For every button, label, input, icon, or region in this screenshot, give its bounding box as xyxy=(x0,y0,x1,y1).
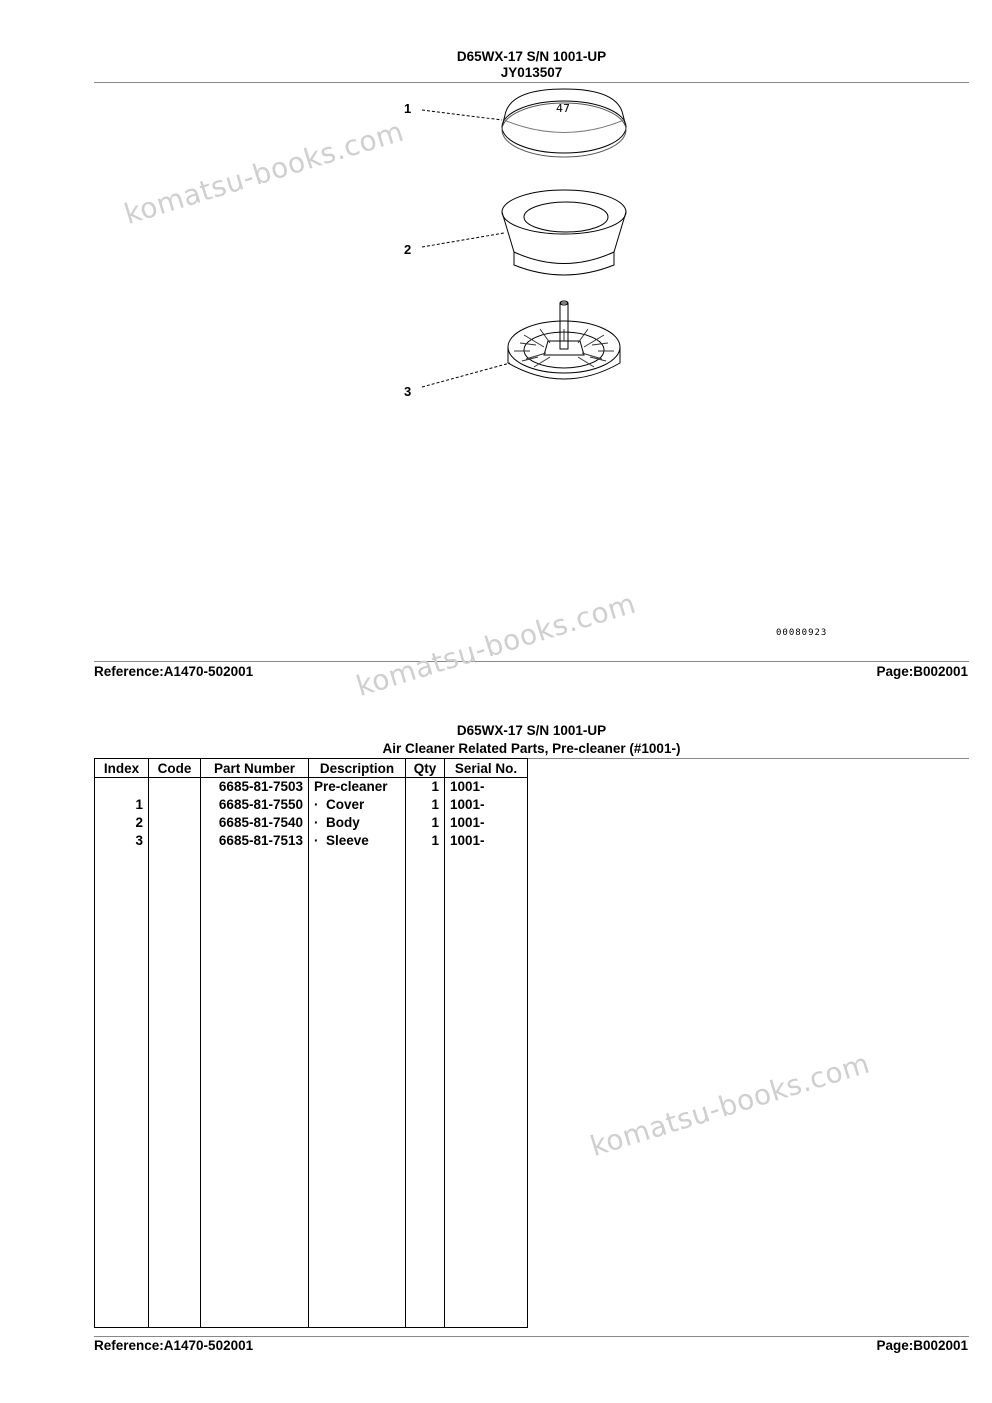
column-header-serial: Serial No. xyxy=(445,759,528,778)
cell-qty: 1 xyxy=(406,814,445,832)
column-header-description: Description xyxy=(309,759,406,778)
cell-index xyxy=(95,778,149,797)
bottom-header-model: D65WX-17 S/N 1001-UP xyxy=(456,723,607,738)
cell-code xyxy=(149,796,201,814)
filler-cell xyxy=(149,850,201,1328)
watermark: komatsu-books.com xyxy=(352,586,640,703)
cell-qty: 1 xyxy=(406,832,445,850)
cell-qty: 1 xyxy=(406,778,445,797)
cell-serial: 1001- xyxy=(445,832,528,850)
table-row xyxy=(95,778,528,797)
top-header-model: D65WX-17 S/N 1001-UP xyxy=(456,49,607,64)
table-row xyxy=(95,796,528,814)
filler-cell xyxy=(201,850,309,1328)
cell-part-number: 6685-81-7550 xyxy=(201,796,309,814)
cell-serial: 1001- xyxy=(445,778,528,797)
figure-code: 00080923 xyxy=(776,628,828,638)
column-header-part-number: Part Number xyxy=(201,759,309,778)
callout-index-3: 3 xyxy=(404,384,412,399)
bottom-header-title: Air Cleaner Related Parts, Pre-cleaner (#1001-) xyxy=(382,741,681,756)
top-footer-page: Page:B002001 xyxy=(876,664,968,679)
filler-cell xyxy=(309,850,406,1328)
leader-line-1 xyxy=(422,110,502,120)
cell-description: · Sleeve xyxy=(309,832,406,850)
filler-cell xyxy=(406,850,445,1328)
callout-index-2: 2 xyxy=(404,242,412,257)
column-header-qty: Qty xyxy=(406,759,445,778)
callout-index-1: 1 xyxy=(404,101,412,116)
bottom-footer-divider xyxy=(94,1336,969,1337)
column-header-index: Index xyxy=(95,759,149,778)
cell-part-number: 6685-81-7540 xyxy=(201,814,309,832)
watermark: komatsu-books.com xyxy=(586,1046,874,1163)
cell-serial: 1001- xyxy=(445,814,528,832)
top-header-figure-id: JY013507 xyxy=(500,65,563,80)
exploded-parts-illustration xyxy=(380,85,660,415)
table-filler-row xyxy=(95,850,528,1328)
sleeve-part-drawing xyxy=(508,301,620,379)
parts-table xyxy=(94,758,528,1328)
cell-part-number: 6685-81-7513 xyxy=(201,832,309,850)
cell-description: · Cover xyxy=(309,796,406,814)
cell-index: 3 xyxy=(95,832,149,850)
leader-line-2 xyxy=(422,233,504,247)
column-header-code: Code xyxy=(149,759,201,778)
top-header-divider xyxy=(94,82,969,83)
cell-description: Pre-cleaner xyxy=(309,778,406,797)
table-row xyxy=(95,814,528,832)
cell-index: 2 xyxy=(95,814,149,832)
cell-index: 1 xyxy=(95,796,149,814)
cell-code xyxy=(149,832,201,850)
top-footer-reference: Reference:A1470-502001 xyxy=(94,664,254,679)
watermark: komatsu-books.com xyxy=(120,114,408,231)
filler-cell xyxy=(445,850,528,1328)
cell-code xyxy=(149,814,201,832)
cell-part-number: 6685-81-7503 xyxy=(201,778,309,797)
cell-code xyxy=(149,778,201,797)
bottom-footer-reference: Reference:A1470-502001 xyxy=(94,1338,254,1353)
cell-qty: 1 xyxy=(406,796,445,814)
top-footer-divider xyxy=(94,661,969,662)
cover-part-drawing xyxy=(502,89,626,157)
body-part-drawing xyxy=(502,190,626,275)
cell-serial: 1001- xyxy=(445,796,528,814)
parts-table-header-row xyxy=(95,759,528,778)
cell-description: · Body xyxy=(309,814,406,832)
leader-line-3 xyxy=(422,363,510,387)
filler-cell xyxy=(95,850,149,1328)
svg-text:47: 47 xyxy=(556,102,570,115)
bottom-footer-page: Page:B002001 xyxy=(876,1338,968,1353)
table-row xyxy=(95,832,528,850)
